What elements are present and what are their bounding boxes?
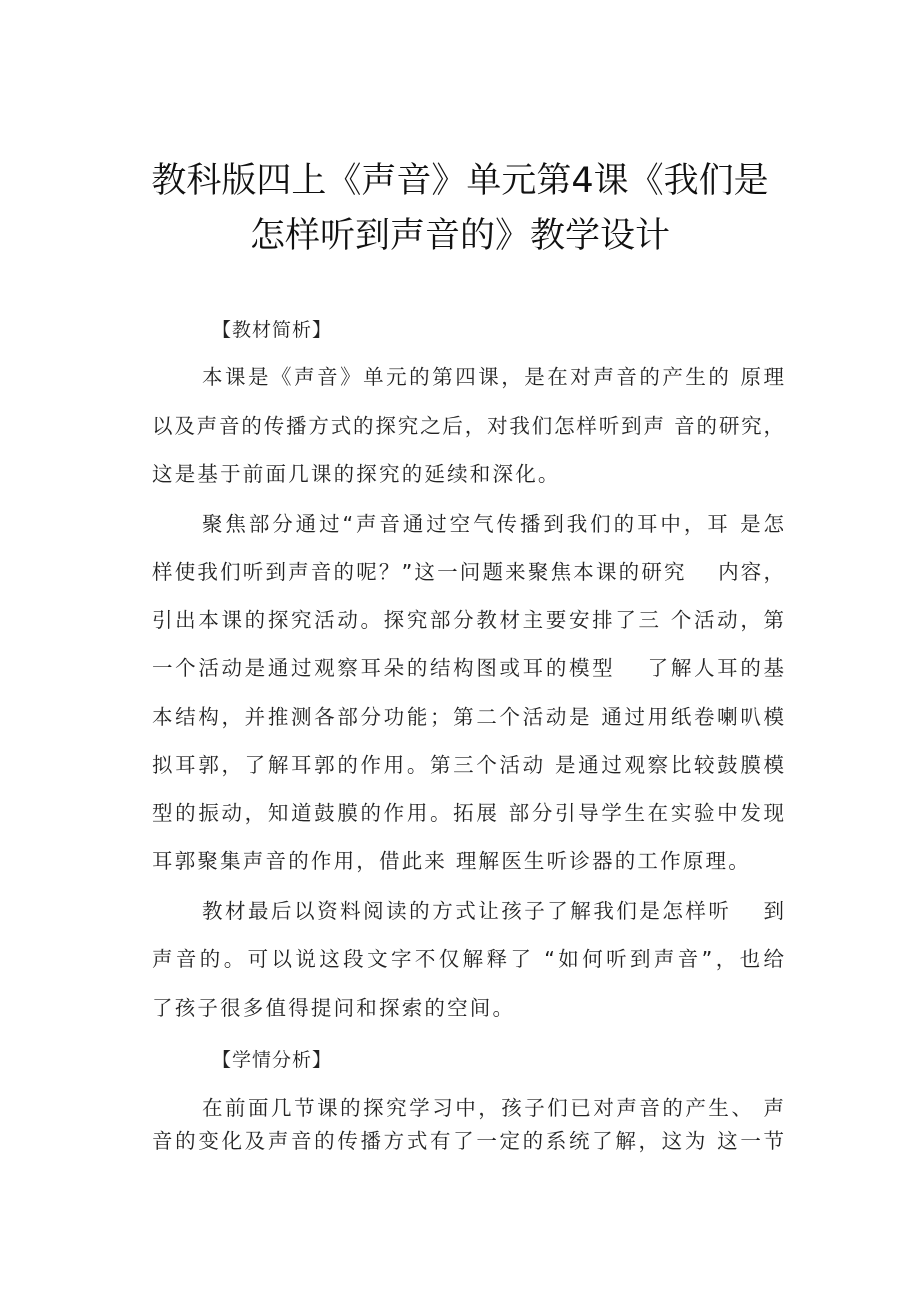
- paragraph-line: 了孩子很多值得提问和探索的空间。: [152, 996, 516, 1020]
- paragraph-line: 拟耳郭，了解耳郭的作用。第三个活动 是通过观察比较鼓膜模: [152, 753, 784, 777]
- paragraph-line: 教材最后以资料阅读的方式让孩子了解我们是怎样听 到: [202, 899, 784, 923]
- paragraph-line: 在前面几节课的探究学习中，孩子们已对声音的产生、 声: [202, 1096, 784, 1120]
- paragraph-line: 耳郭聚集声音的作用，借此来 理解医生听诊器的工作原理。: [152, 849, 751, 873]
- paragraph-line: 本结构，并推测各部分功能；第二个活动是 通过用纸卷喇叭模: [152, 705, 784, 729]
- paragraph-line: 声音的。可以说这段文字不仅解释了 “如何听到声音”，也给: [152, 947, 784, 971]
- document-title-line-1: 教科版四上《声音》单元第4课《我们是: [151, 161, 769, 201]
- paragraph-line: 以及声音的传播方式的探究之后，对我们怎样听到声 音的研究，: [152, 414, 784, 438]
- paragraph-line: 引出本课的探究活动。探究部分教材主要安排了三 个活动，第: [152, 608, 784, 632]
- section-heading-student-analysis: 【学情分析】: [212, 1049, 333, 1071]
- section-heading-textbook-analysis: 【教材简析】: [212, 319, 333, 341]
- document-title-line-2: 怎样听到声音的》教学设计: [249, 216, 670, 256]
- paragraph-line: 型的振动，知道鼓膜的作用。拓展 部分引导学生在实验中发现: [152, 801, 784, 825]
- paragraph-line: 这是基于前面几课的探究的延续和深化。: [152, 462, 561, 486]
- paragraph-line: 聚焦部分通过“声音通过空气传播到我们的耳中，耳 是怎: [202, 512, 784, 536]
- paragraph-line: 本课是《声音》单元的第四课，是在对声音的产生的 原理: [202, 365, 784, 389]
- paragraph-line: 音的变化及声音的传播方式有了一定的系统了解，这为 这一节: [152, 1129, 784, 1153]
- paragraph-line: 样使我们听到声音的呢？”这一问题来聚焦本课的研究 内容，: [152, 560, 784, 584]
- paragraph-line: 一个活动是通过观察耳朵的结构图或耳的模型 了解人耳的基: [152, 656, 784, 680]
